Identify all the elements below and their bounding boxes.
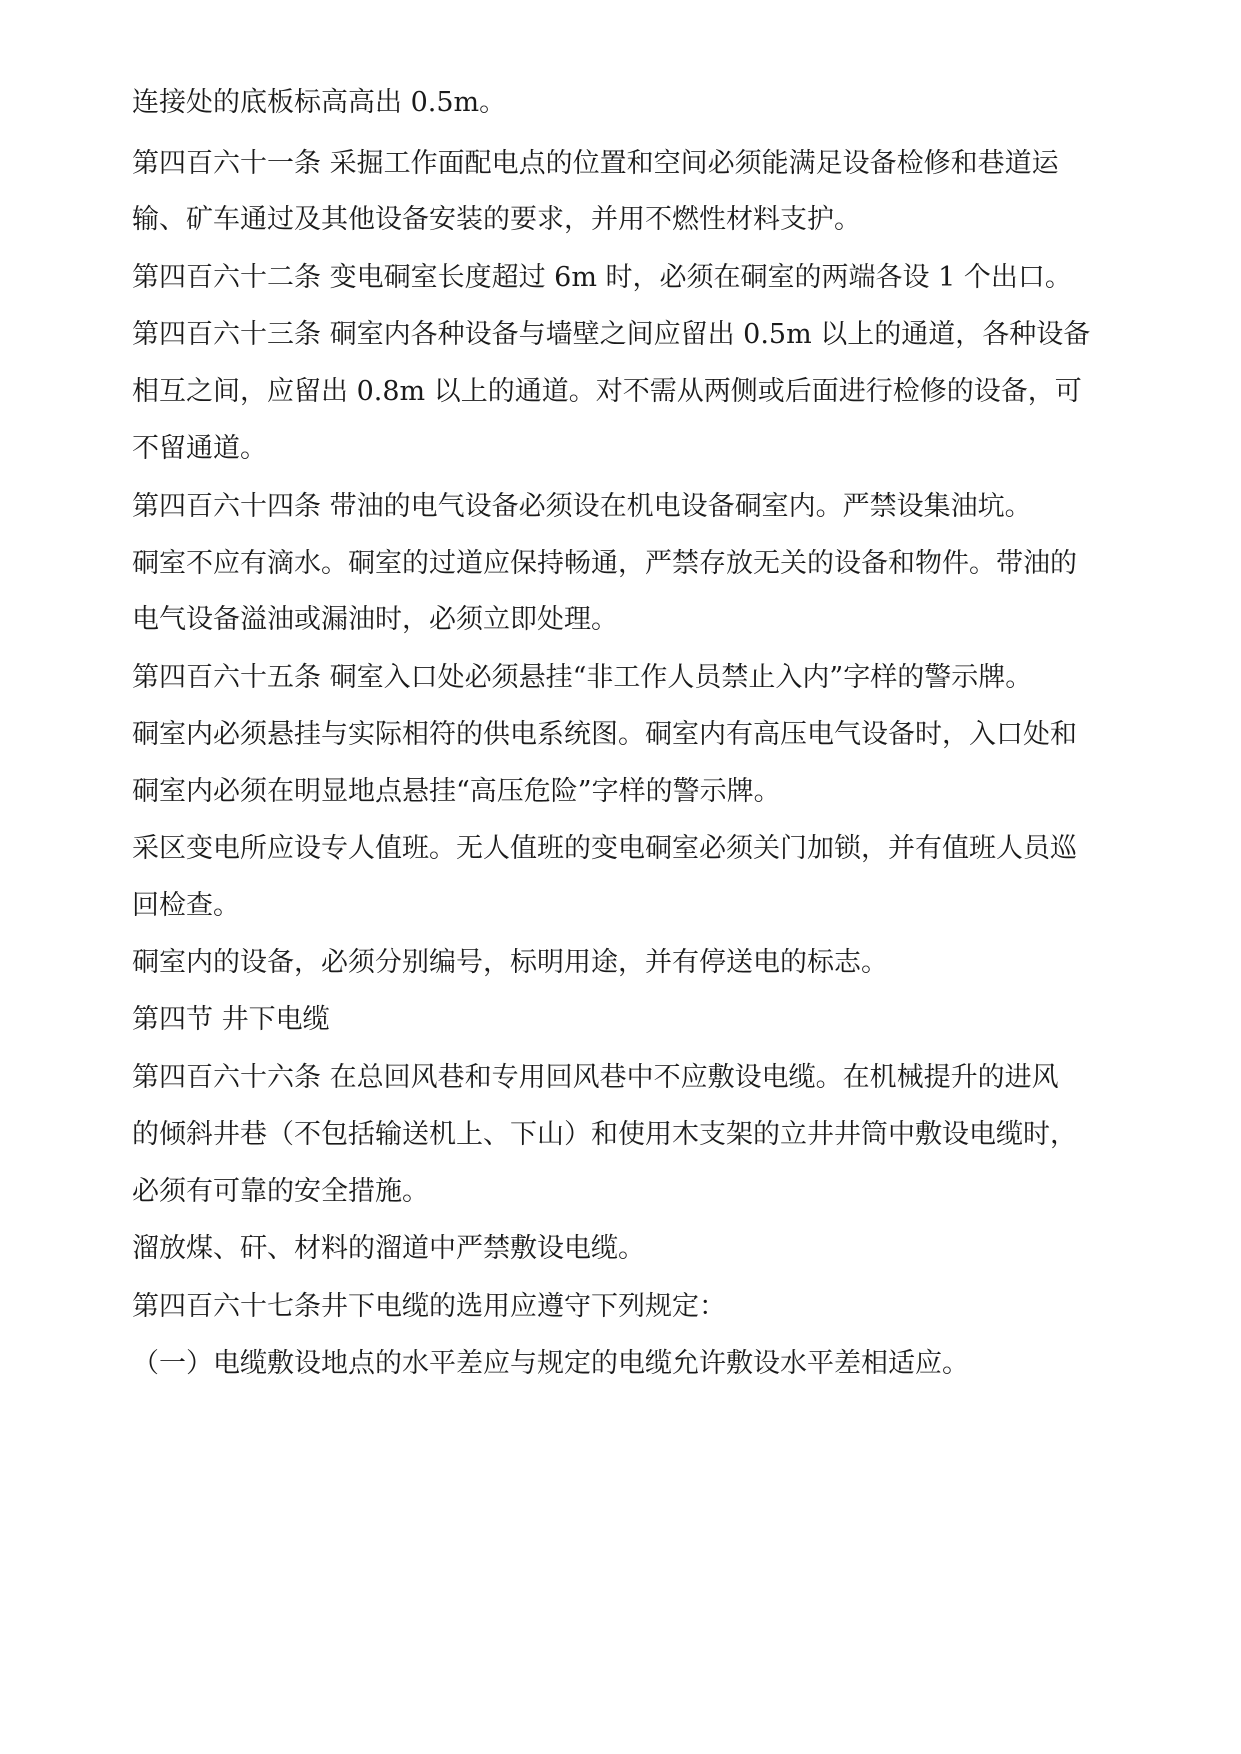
text-line: 的倾斜井巷（不包括输送机上、下山）和使用木支架的立井井筒中敷设电缆时， [132, 1119, 1077, 1150]
text-line: 采区变电所应设专人值班。无人值班的变电硐室必须关门加锁，并有值班人员巡 [132, 833, 1077, 864]
text-line: 硐室内的设备，必须分别编号，标明用途，并有停送电的标志。 [132, 947, 888, 978]
text-line: 输、矿车通过及其他设备安装的要求，并用不燃性材料支护。 [132, 204, 861, 235]
text-line: 电气设备溢油或漏油时，必须立即处理。 [132, 604, 618, 635]
text-line: 第四百六十七条井下电缆的选用应遵守下列规定： [132, 1291, 726, 1322]
text-line: 硐室内必须在明显地点悬挂“高压危险”字样的警示牌。 [132, 776, 781, 807]
text-line: 第四百六十一条 采掘工作面配电点的位置和空间必须能满足设备检修和巷道运 [132, 148, 1059, 179]
text-line: 连接处的底板标高高出 0.5m。 [132, 87, 507, 118]
text-line: 硐室内必须悬挂与实际相符的供电系统图。硐室内有高压电气设备时，入口处和 [132, 719, 1077, 750]
text-line: 第四百六十五条 硐室入口处必须悬挂“非工作人员禁止入内”字样的警示牌。 [132, 662, 1033, 693]
text-line: 第四百六十二条 变电硐室长度超过 6m 时，必须在硐室的两端各设 1 个出口。 [132, 262, 1072, 293]
text-line: 相互之间，应留出 0.8m 以上的通道。对不需从两侧或后面进行检修的设备，可 [132, 376, 1082, 407]
text-line: 硐室不应有滴水。硐室的过道应保持畅通，严禁存放无关的设备和物件。带油的 [132, 548, 1077, 579]
text-line: 溜放煤、矸、材料的溜道中严禁敷设电缆。 [132, 1233, 645, 1264]
text-line: 第四百六十四条 带油的电气设备必须设在机电设备硐室内。严禁设集油坑。 [132, 491, 1032, 522]
text-line: 必须有可靠的安全措施。 [132, 1176, 429, 1207]
text-line: （一）电缆敷设地点的水平差应与规定的电缆允许敷设水平差相适应。 [132, 1348, 969, 1379]
text-line: 第四百六十六条 在总回风巷和专用回风巷中不应敷设电缆。在机械提升的进风 [132, 1062, 1059, 1093]
text-line: 不留通道。 [132, 433, 267, 464]
text-line: 第四百六十三条 硐室内各种设备与墙壁之间应留出 0.5m 以上的通道，各种设备 [132, 319, 1091, 350]
text-line: 回检查。 [132, 890, 240, 921]
text-line: 第四节 井下电缆 [132, 1004, 330, 1035]
